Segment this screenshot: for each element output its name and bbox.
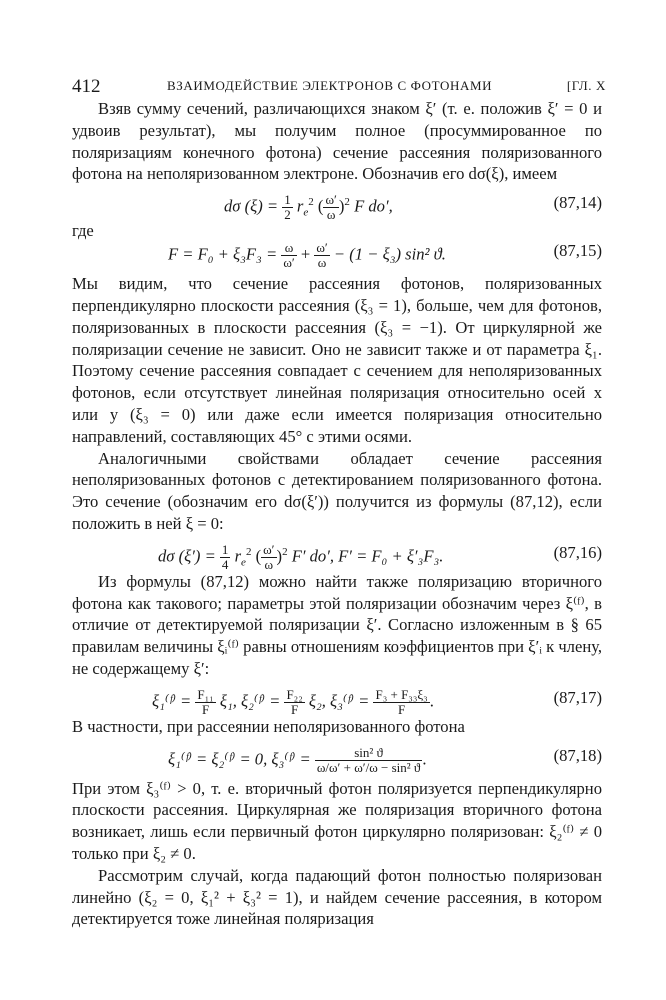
eq3-omega-ratio: $\frac{\omega'}{\omega}$ (263, 541, 275, 572)
page (72, 60, 606, 930)
eq-number-87-17: (87,17) (553, 687, 602, 707)
eq-number-87-16: (87,16) (553, 542, 602, 562)
paragraph-2: Мы видим, что сечение рассеяния фотонов, поляризованных перпендикулярно плоскости рассеяния (ξ₃ = 1), больше, чем для фотонов, поляризованных в плоскости рассеяния (ξ₃ = −1). От циркулярной же поляризации сечение не зависит. Оно не зависит также и от параметра ξ₁. Поэтому сечение рассеяния совпадает с сечением для неполяризованных фотонов, если отсутствует линейная поляризация относительно осей x или y (ξ₃ = 0) или даже если имеется поляризация относительно направлений, составляющих 45° с этими осями. (72, 274, 602, 446)
eq4-frac-2: $\frac{\text{F₂₂}}{F}$ (286, 686, 303, 717)
eq1-r: r (292, 196, 304, 216)
eq2-frac-2: $\frac{\omega'}{\omega}$ (316, 240, 328, 271)
running-title: ВЗАИМОДЕЙСТВИЕ ЭЛЕКТРОНОВ С ФОТОНАМИ (167, 78, 493, 93)
eq5-frac: $\frac{\text{sin² ϑ}}{\text{ω/ω′ + ω′/ω − sin² ϑ}}$ (316, 744, 421, 775)
page-number: 412 (72, 76, 101, 97)
eq1-half: $\frac{1}{2}$ (284, 192, 291, 223)
eq4-frac-1: $\frac{\text{F₁₁}}{F}$ (197, 686, 214, 717)
eq1-omega-ratio: $\frac{\omega'}{\omega}$ (325, 192, 337, 223)
equation-87-16: dσ (ξ′) = $\frac{1}{4}$ $r_e^2$ ( $\frac{\omega'}{\omega}$ )$^2$ F′ do′, F′ = F₀ + ξ′₃F₃. (87,16) (158, 541, 602, 572)
eq1-rest: F do′, (354, 196, 393, 216)
paragraph-4: Из формулы (87,12) можно найти также поляризацию вторичного фотона как такового; параметры этой поляризации обозначим через ξ⁽ᶠ⁾, в отличие от детектируемой поляризации ξ′. Согласно изложенным в § 65 правилам величины ξᵢ⁽ᶠ⁾ равны отношениям коэффициентов при ξ′ᵢ к члену, не содержащему ξ′: (72, 571, 602, 678)
equation-87-15: F = F₀ + ξ₃F₃ = $\frac{\omega}{\omega'}$ + $\frac{\omega'}{\omega}$ − (1 − ξ₃) sin² ϑ. (87,15) (168, 240, 602, 271)
equation-87-17: ξ₁⁽ᶠ⁾ = $\frac{\text{F₁₁}}{F}$ ξ₁, ξ₂⁽ᶠ⁾ = $\frac{\text{F₂₂}}{F}$ ξ₂, ξ₃⁽ᶠ⁾ = $\frac{\text{F₃ + F₃₃ξ₃}}{F}$ . (87,17) (152, 686, 602, 717)
paragraph-5: В частности, при рассеянии неполяризованного фотона (72, 716, 465, 736)
paragraph-7: Рассмотрим случай, когда падающий фотон полностью поляризован линейно (ξ₂ = 0, ξ₁² + ξ₃² = 1), и найдем сечение рассеяния, в котором детектируется тоже линейная поляризация (72, 865, 602, 929)
eq3-rest: F′ do′, F′ = F₀ + ξ′₃F₃. (291, 546, 444, 566)
paragraph-3: Аналогичными свойствами обладает сечение рассеяния неполяризованных фотонов с детектированием поляризованного фотона. Это сечение (обозначим его dσ(ξ′)) получится из формулы (87,12), если положить в ней ξ = 0: (72, 448, 602, 533)
equation-87-14: dσ (ξ) = $\frac{1}{2}$ $r_e^2$ ( $\frac{\omega'}{\omega}$ )$^2$ F do′, (87,14) (224, 192, 602, 223)
eq2-frac-1: $\frac{\omega}{\omega'}$ (283, 240, 295, 271)
paragraph-6: При этом ξ₃⁽ᶠ⁾ > 0, т. е. вторичный фотон поляризуется перпендикулярно плоскости рассеяния. Циркулярная же поляризация вторичного фотона возникает, лишь если первичный фотон циркулярно поляризован: ξ₂⁽ᶠ⁾ ≠ 0 только при ξ₂ ≠ 0. (72, 778, 602, 863)
eq3-lhs: dσ (ξ′) = (158, 546, 220, 566)
eq4-frac-3: $\frac{\text{F₃ + F₃₃ξ₃}}{F}$ (375, 686, 428, 717)
eq3-quarter: $\frac{1}{4}$ (221, 541, 229, 572)
eq1-lhs: dσ (ξ) = (224, 196, 283, 216)
eq2-lhs: F = F₀ + ξ₃F₃ = (168, 244, 282, 264)
equation-87-18: ξ₁⁽ᶠ⁾ = ξ₂⁽ᶠ⁾ = 0, ξ₃⁽ᶠ⁾ = $\frac{\text{sin² ϑ}}{\text{ω/ω′ + ω′/ω − sin² ϑ}}$ . (87,18) (168, 744, 602, 775)
eq-number-87-15: (87,15) (553, 241, 602, 261)
paragraph-1: Взяв сумму сечений, различающихся знаком ξ′ (т. е. положив ξ′ = 0 и удвоив результат), мы получим полное (просуммированное по поляризациям конечного фотона) сечение рассеяния поляризованного фотона на неполяризованном электроне. Обозначив его dσ(ξ), имеем (72, 99, 602, 184)
where-label: где (72, 221, 94, 241)
eq-number-87-18: (87,18) (553, 745, 602, 765)
running-header (72, 60, 606, 97)
chapter-label: [ГЛ. X (566, 78, 606, 93)
eq-number-87-14: (87,14) (553, 193, 602, 213)
eq2-rest: − (1 − ξ₃) sin² ϑ. (329, 244, 446, 264)
